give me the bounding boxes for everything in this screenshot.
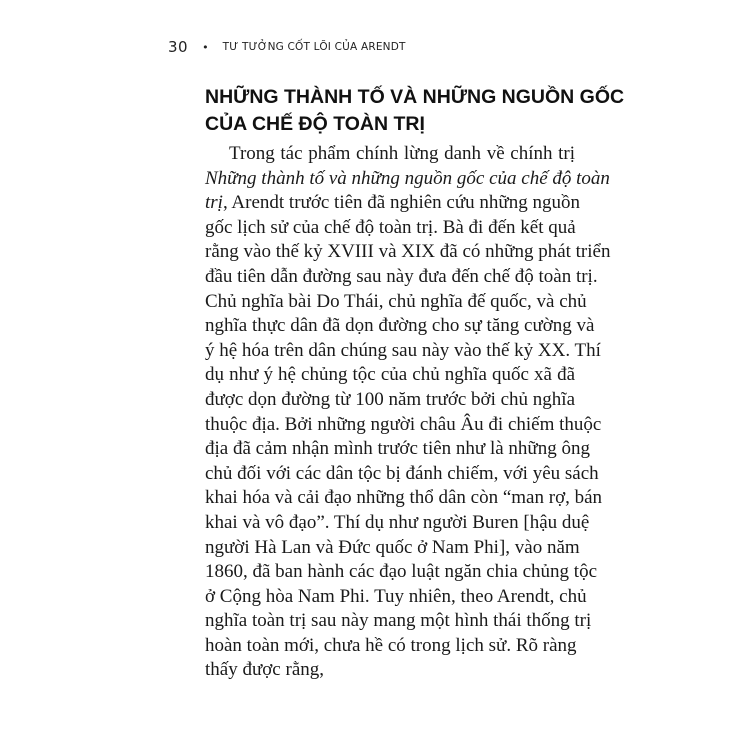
text-line [205, 437, 590, 462]
text-line [205, 339, 601, 364]
text-line [205, 658, 575, 683]
text-line [205, 634, 575, 659]
text-segment: thấy được rằng, [205, 659, 325, 681]
text-segment: ý hệ hóa trên dân chúng sau này vào thế kỷ XX. Thí [205, 339, 601, 361]
text-segment: , Arendt trước tiên đã nghiên cứu những nguồn [222, 192, 580, 214]
text-segment: Trong tác phẩm chính lừng danh về chính trị [229, 143, 575, 164]
text-segment: thuộc địa. Bởi những người châu Âu đi chiếm thuộc [205, 413, 602, 435]
text-segment: người Hà Lan và Đức quốc ở Nam Phi], vào năm [205, 536, 580, 558]
section-title-line: CỦA CHẾ ĐỘ TOÀN TRỊ [205, 113, 425, 135]
text-segment: khai và vô đạo”. Thí dụ như người Buren [hậu duệ [205, 511, 590, 533]
italic-book-title: trị [205, 192, 223, 214]
text-line [205, 585, 587, 610]
text-segment: Chủ nghĩa bài Do Thái, chủ nghĩa đế quốc, và chủ [205, 290, 587, 312]
text-line [205, 290, 587, 315]
running-header [168, 37, 406, 57]
body-paragraph [205, 142, 611, 683]
text-segment: 1860, đã ban hành các đạo luật ngăn chia chủng tộc [205, 561, 597, 583]
running-title: TƯ TƯỞNG CỐT LÕI CỦA ARENDT [222, 41, 406, 53]
text-line [205, 486, 603, 511]
text-line [205, 560, 597, 585]
text-segment: được dọn đường từ 100 năm trước bởi chủ nghĩa [205, 388, 576, 410]
text-segment: dụ như ý hệ chủng tộc của chủ nghĩa quốc xã đã [205, 364, 575, 386]
text-line [205, 314, 595, 339]
text-line [205, 363, 575, 388]
text-line [205, 191, 580, 216]
text-line [205, 240, 611, 265]
text-line [205, 388, 575, 413]
text-line [205, 536, 580, 561]
section-title [205, 84, 625, 138]
text-segment: gốc lịch sử của chế độ toàn trị. Bà đi đến kết quả [205, 216, 576, 238]
text-line [205, 142, 575, 167]
text-line [205, 413, 602, 438]
text-segment: khai hóa và cải đạo những thổ dân còn “man rợ, bán [205, 487, 603, 509]
text-segment: nghĩa toàn trị sau này mang một hình thái thống trị [205, 610, 592, 632]
text-segment: đầu tiên dẫn đường sau này đưa đến chế độ toàn trị. [205, 265, 598, 287]
text-line [205, 609, 592, 634]
bullet-separator: • [202, 40, 209, 54]
italic-book-title: Những thành tố và những nguồn gốc của chế độ toàn [205, 167, 610, 189]
text-segment: rằng vào thế kỷ XVIII và XIX đã có những phát triển [205, 241, 611, 263]
text-segment: hoàn toàn mới, chưa hề có trong lịch sử. Rõ ràng [205, 634, 577, 656]
text-segment: ở Cộng hòa Nam Phi. Tuy nhiên, theo Arendt, chủ [205, 585, 587, 607]
text-line [205, 265, 598, 290]
text-segment: nghĩa thực dân đã dọn đường cho sự tăng cường và [205, 315, 595, 337]
text-segment: chủ đối với các dân tộc bị đánh chiếm, với yêu sách [205, 462, 599, 484]
text-line [205, 462, 599, 487]
text-line [205, 216, 575, 241]
text-line [205, 167, 610, 192]
page-number: 30 [168, 38, 189, 56]
text-segment: địa đã cảm nhận mình trước tiên như là những ông [205, 438, 590, 460]
section-title-line: NHỮNG THÀNH TỐ VÀ NHỮNG NGUỒN GỐC [205, 86, 625, 108]
text-line [205, 511, 590, 536]
